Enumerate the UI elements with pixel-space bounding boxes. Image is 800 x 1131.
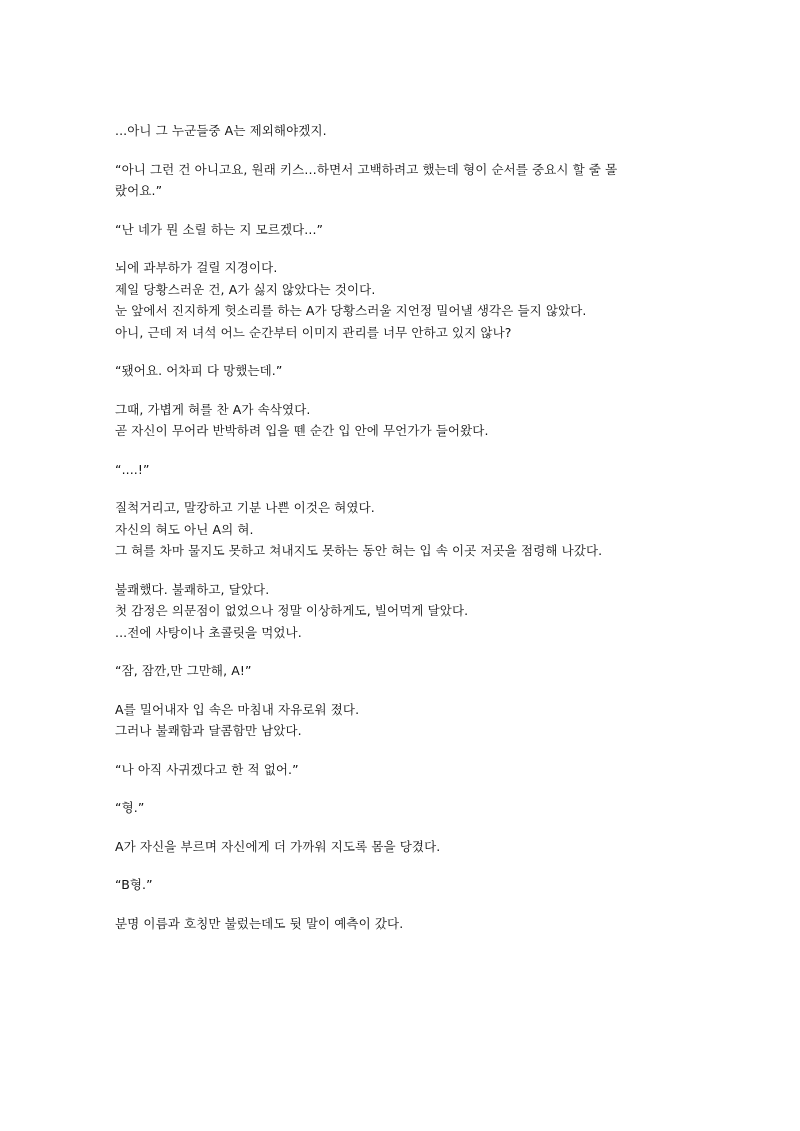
text-line: 그 혀를 차마 물지도 못하고 쳐내지도 못하는 동안 혀는 입 속 이곳 저곳을 점령해 나갔다. [115, 543, 603, 558]
paragraph [115, 759, 695, 781]
paragraph [115, 874, 695, 896]
paragraph [115, 360, 695, 382]
paragraph [115, 219, 695, 241]
paragraph [115, 399, 695, 442]
text-line: “나 아직 사귀겠다고 한 적 없어.” [115, 761, 299, 777]
text-line: “됐어요. 어차피 다 망했는데.” [115, 363, 283, 378]
paragraph [115, 797, 695, 819]
text-line: ...아니 그 누군들중 A는 제외해야겠지. [115, 123, 327, 138]
paragraph [115, 257, 695, 343]
text-line: 불쾌했다. 불쾌하고, 달았다. [115, 581, 270, 597]
paragraph [115, 120, 695, 142]
text-line: 그때, 가볍게 혀를 찬 A가 속삭였다. [115, 401, 311, 417]
text-line: “잠, 잠깐,만 그만해, A!” [115, 663, 252, 678]
paragraph [115, 497, 695, 562]
text-line: “아니 그런 건 아니고요, 원래 키스…하면서 고백하려고 했는데 형이 순서를 중요시 할 줄 몰 [115, 161, 618, 177]
text-line: A를 밀어내자 입 속은 마침내 자유로워 졌다. [115, 701, 360, 717]
paragraph [115, 699, 695, 742]
text-line: 뇌에 과부하가 걸릴 지경이다. [115, 260, 278, 275]
paragraph [115, 159, 695, 202]
text-line: 눈 앞에서 진지하게 헛소리를 하는 A가 당황스러울 지언정 밀어낼 생각은 들지 않았다. [115, 303, 587, 318]
text-line: “....!” [115, 461, 150, 477]
text-line: 그러나 불쾌함과 달콤함만 남았다. [115, 723, 302, 738]
text-line: “B형.” [115, 877, 153, 892]
text-line: 아니, 근데 저 녀석 어느 순간부터 이미지 관리를 너무 안하고 있지 않나? [115, 324, 512, 340]
text-line: “난 네가 뭔 소릴 하는 지 모르겠다...” [115, 221, 324, 237]
paragraph [115, 579, 695, 644]
text-line: 질척거리고, 말캉하고 기분 나쁜 이것은 혀였다. [115, 500, 375, 515]
text-line: 제일 당황스러운 건, A가 싫지 않았다는 것이다. [115, 281, 376, 297]
text-line: 자신의 혀도 아닌 A의 혀. [115, 521, 254, 537]
text-line: 분명 이름과 호칭만 불렀는데도 뒷 말이 예측이 갔다. [115, 915, 404, 931]
text-line: 첫 감정은 의문점이 없었으나 정말 이상하게도, 빌어먹게 달았다. [115, 603, 469, 618]
text-line: ...전에 사탕이나 초콜릿을 먹었나. [115, 624, 302, 640]
paragraph [115, 660, 695, 682]
paragraph [115, 836, 695, 858]
text-line: “형.” [115, 800, 145, 815]
document-page [115, 120, 695, 951]
text-line: 랐어요.” [115, 183, 163, 198]
paragraph [115, 459, 695, 481]
paragraph [115, 913, 695, 935]
text-line: 곧 자신이 무어라 반박하려 입을 뗀 순간 입 안에 무언가가 들어왔다. [115, 423, 489, 438]
text-line: A가 자신을 부르며 자신에게 더 가까워 지도록 몸을 당겼다. [115, 838, 441, 854]
